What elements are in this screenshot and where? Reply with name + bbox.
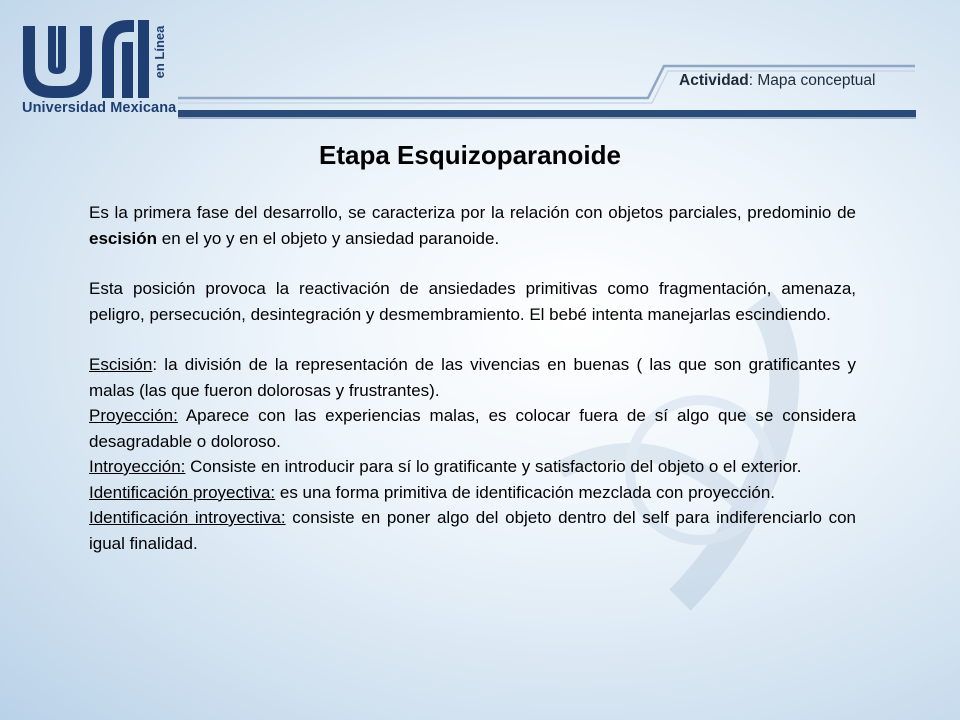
activity-label: Actividad — [679, 72, 749, 89]
intro-text-end: en el yo y en el objeto y ansiedad paranoide. — [157, 228, 500, 248]
en-linea-tag — [148, 22, 170, 82]
intro-text-start: Es la primera fase del desarrollo, se caracteriza por la relación con objetos parciales, predominio de — [89, 203, 856, 222]
definition-escision — [89, 352, 856, 403]
header — [0, 0, 960, 130]
svg-text:en Línea: en Línea — [152, 25, 167, 79]
definition-separator: : — [152, 355, 158, 374]
definition-text: Aparece con las experiencias malas, es colocar fuera de sí algo que se considera desagradable o doloroso. — [89, 406, 856, 451]
intro-bold-term: escisión — [89, 228, 158, 248]
definition-term: Proyección: — [89, 406, 178, 425]
definition-introyeccion — [89, 454, 856, 480]
definition-term: Introyección: — [89, 457, 186, 476]
activity-value: Mapa conceptual — [753, 72, 876, 89]
content-body — [89, 200, 856, 556]
definition-identificacion-introyectiva — [89, 505, 856, 556]
definition-text: es una forma primitiva de identificación mezclada con proyección. — [275, 482, 776, 502]
definition-text: consiste en poner algo del objeto dentro del self para indiferenciarlo con igual finalidad. — [89, 508, 857, 553]
definition-term: Identificación proyectiva: — [89, 482, 276, 502]
definition-text: la división de la representación de las vivencias en buenas ( las que son gratificantes y malas (las que fueron dolorosas y frustrantes). — [89, 355, 856, 400]
definition-term: Identificación introyectiva: — [89, 508, 286, 527]
page-title: Etapa Esquizoparanoide — [319, 140, 621, 170]
definition-text: Consiste en introducir para sí lo gratificante y satisfactorio del objeto o el exterior. — [185, 457, 802, 476]
definition-term: Escisión — [89, 355, 153, 374]
definition-proyeccion — [89, 403, 856, 454]
brand-name: Universidad Mexicana — [22, 100, 177, 116]
intro-paragraph — [89, 200, 856, 251]
activity-title — [679, 72, 875, 90]
position-paragraph: Esta posición provoca la reactivación de ansiedades primitivas como fragmentación, amenaza, peligro, persecución, desintegración y desmembramiento. El bebé intenta manejarlas escindiendo. — [89, 279, 856, 324]
definition-identificacion-proyectiva — [89, 480, 856, 506]
activity-separator: : — [748, 72, 754, 89]
